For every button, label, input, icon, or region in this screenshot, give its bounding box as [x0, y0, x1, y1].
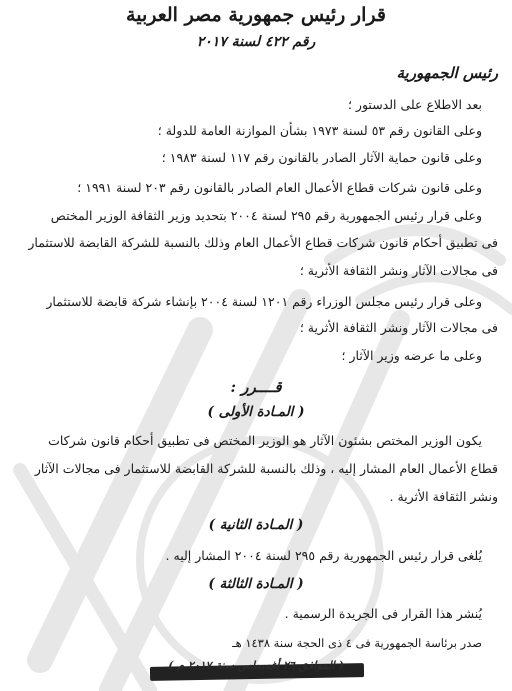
decree-word: قــــرر : [230, 378, 282, 396]
preamble-line: وعلى قرار رئيس مجلس الوزراء رقم ١٢٠١ لسنة ٢٠٠٤ بإنشاء شركة قابضة للاستثمار [46, 294, 482, 309]
preamble-line: وعلى قانون حماية الآثار الصادر بالقانون رقم ١١٧ لسنة ١٩٨٣ ؛ [161, 150, 482, 165]
preamble-line: فى مجالات الآثار ونشر الثقافة الأثرية ؛ [299, 263, 498, 278]
article-1-line: قطاع الأعمال العام المشار إليه ، وذلك بالنسبة للشركة القابضة للاستثمار فى مجالات الآثار [34, 461, 498, 476]
issue-date: صدر برئاسة الجمهورية فى ٤ ذى الحجة سنة ١٤٣٨ هـ [232, 636, 482, 650]
preamble-line: فى تطبيق أحكام قانون شركات قطاع الأعمال العام وذلك بالنسبة للشركة القابضة للاستثمار [28, 235, 498, 250]
article-2-title: ( المـادة الثانية ) [208, 517, 304, 533]
page-title: قرار رئيس جمهورية مصر العربية [126, 4, 386, 26]
article-3-text: يُنشر هذا القرار فى الجريدة الرسمية . [284, 606, 482, 621]
preamble-line: وعلى القانون رقم ٥٣ لسنة ١٩٧٣ بشأن الموازنة العامة للدولة ؛ [157, 123, 482, 138]
preamble-line: وعلى ما عرضه وزير الآثار ؛ [341, 348, 482, 363]
decree-number: رقم ٤٢٢ لسنة ٢٠١٧ [196, 34, 316, 50]
article-1-title: ( المـادة الأولى ) [207, 404, 305, 420]
preamble-line: فى مجالات الآثار ونشر الثقافة الأثرية ؛ [299, 320, 498, 335]
preamble-line: وعلى قانون شركات قطاع الأعمال العام الصادر بالقانون رقم ٢٠٣ لسنة ١٩٩١ ؛ [77, 180, 482, 195]
preamble-line: وعلى قرار رئيس الجمهورية رقم ٢٩٥ لسنة ٢٠٠٤ بتحديد وزير الثقافة الوزير المختص [50, 208, 482, 223]
article-1-line: ونشر الثقافة الأثرية . [389, 489, 498, 504]
preamble-line: بعد الاطلاع على الدستور ؛ [347, 97, 482, 112]
issuer-heading: رئيس الجمهورية [396, 64, 498, 82]
article-1-line: يكون الوزير المختص بشئون الآثار هو الوزير المختص فى تطبيق أحكام قانون شركات [48, 433, 482, 448]
gregorian-date: ( الموافق ٢٦ أغسطس سنة ٢٠١٧ م ) [168, 659, 344, 672]
article-2-text: يُلغى قرار رئيس الجمهورية رقم ٢٩٥ لسنة ٢٠٠٤ المشار إليه . [165, 548, 482, 563]
article-3-title: ( المـادة الثالثة ) [208, 576, 304, 592]
